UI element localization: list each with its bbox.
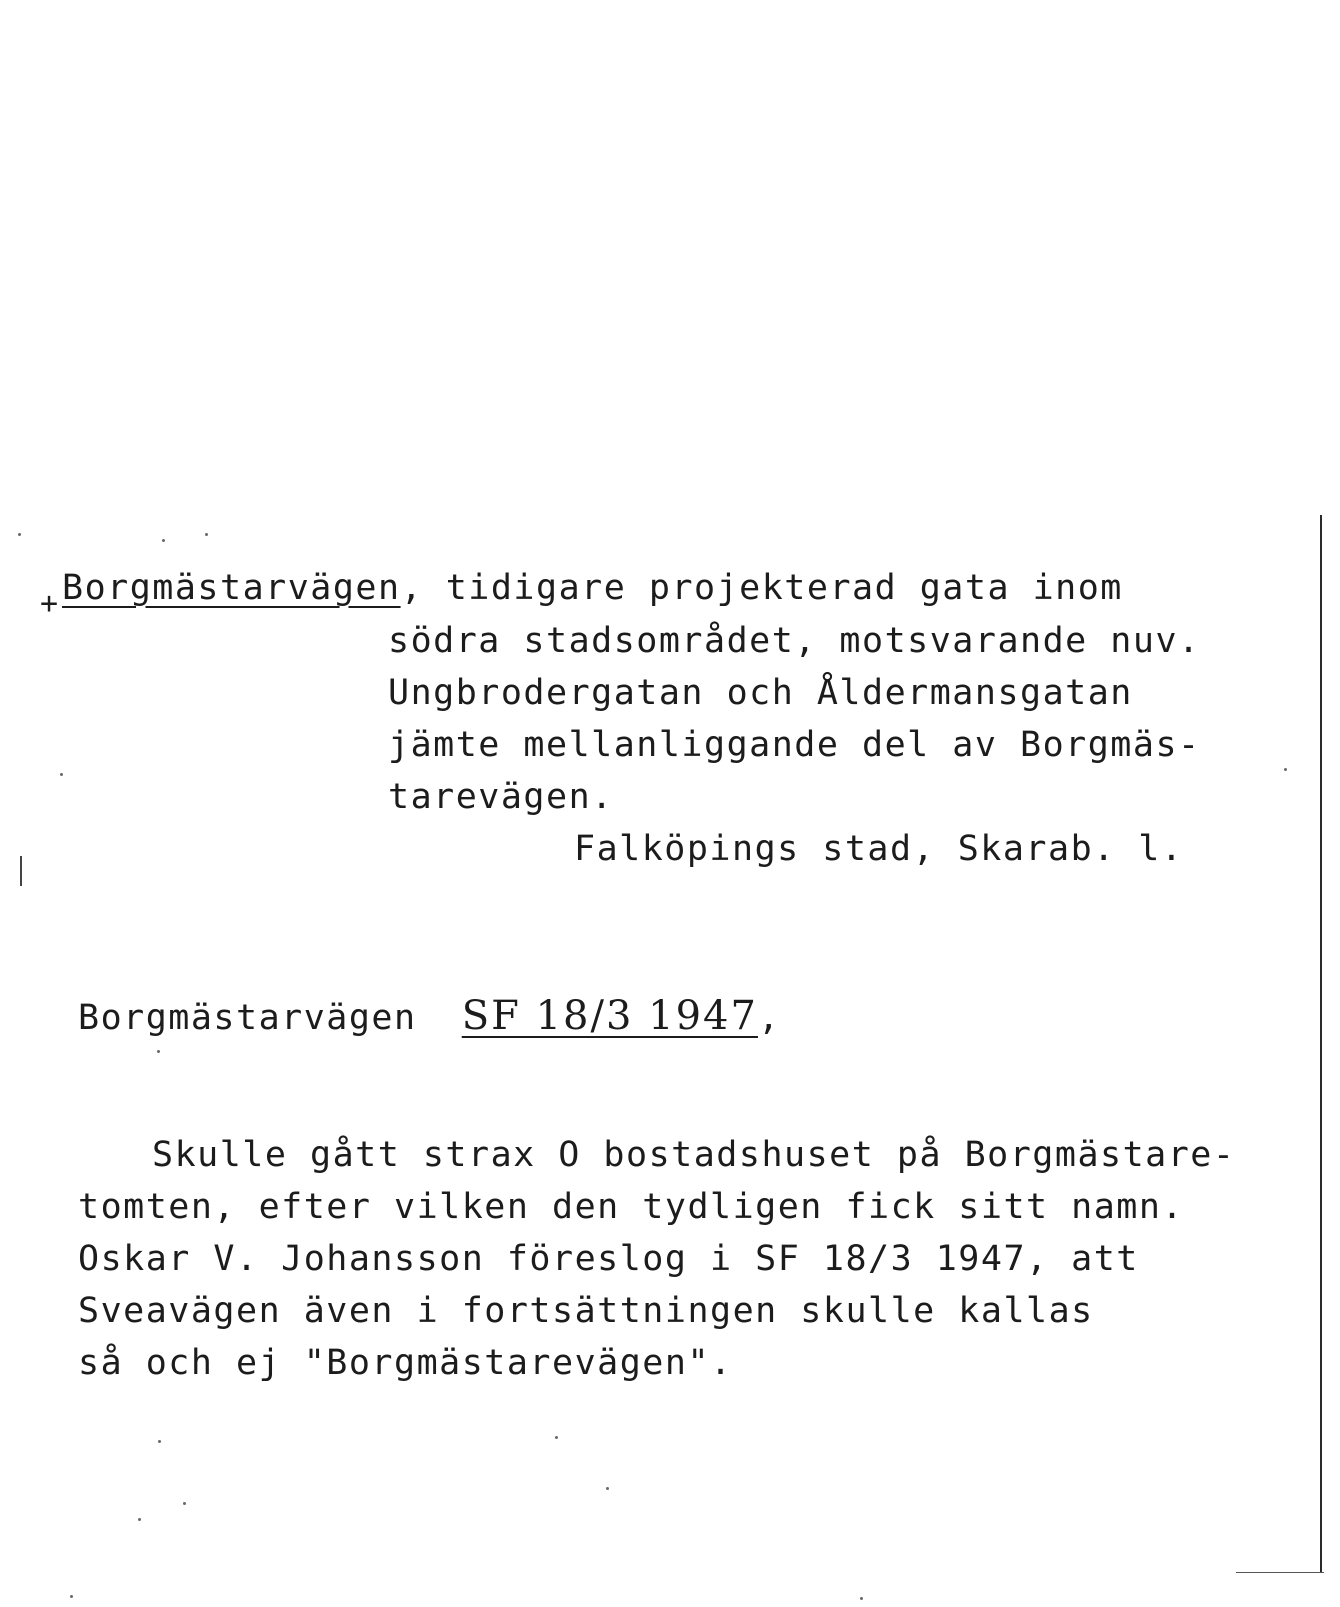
scan-speck xyxy=(555,1436,558,1439)
source-ref: SF 18/3 1947 xyxy=(461,993,758,1039)
note-line-4: Sveavägen även i fortsättningen skulle kallas xyxy=(78,1291,1094,1331)
scan-speck xyxy=(157,1050,160,1053)
scan-speck xyxy=(70,1595,73,1598)
description-line-1: södra stadsområdet, motsvarande nuv. xyxy=(388,621,1201,661)
scan-speck xyxy=(138,1518,141,1521)
source-name: Borgmästarvägen xyxy=(78,998,417,1038)
description-line-3: jämte mellanliggande del av Borgmäs- xyxy=(388,725,1201,765)
location-line: Falköpings stad, Skarab. l. xyxy=(574,829,1184,869)
scan-speck xyxy=(158,1440,161,1443)
scan-speck xyxy=(606,1487,609,1490)
scan-artifact xyxy=(20,856,22,886)
note-line-2: tomten, efter vilken den tydligen fick sitt namn. xyxy=(78,1187,1185,1227)
scan-speck xyxy=(183,1502,186,1505)
note-line-1: Skulle gått strax O bostadshuset på Borgmästare- xyxy=(152,1135,1236,1175)
note-line-3: Oskar V. Johansson föreslog i SF 18/3 1947, att xyxy=(78,1239,1139,1279)
description-line-2: Ungbrodergatan och Åldermansgatan xyxy=(388,673,1133,713)
scan-speck xyxy=(162,539,165,542)
heading-mark: + xyxy=(40,586,59,621)
card-right-edge xyxy=(1320,515,1322,1573)
scan-speck xyxy=(860,1597,863,1600)
description-line-4: tarevägen. xyxy=(388,777,614,817)
heading-rest: , tidigare projekterad gata inom xyxy=(400,568,1123,608)
card-bottom-edge xyxy=(1236,1572,1324,1573)
source-line xyxy=(78,993,781,1039)
scan-speck xyxy=(1284,768,1287,771)
scan-speck xyxy=(60,773,63,776)
heading-line xyxy=(62,568,1123,608)
scan-speck xyxy=(18,533,21,536)
note-line-5: så och ej "Borgmästarevägen". xyxy=(78,1343,733,1383)
source-punct: , xyxy=(757,998,781,1038)
scan-speck xyxy=(205,533,208,536)
heading-name: Borgmästarvägen xyxy=(62,568,401,608)
